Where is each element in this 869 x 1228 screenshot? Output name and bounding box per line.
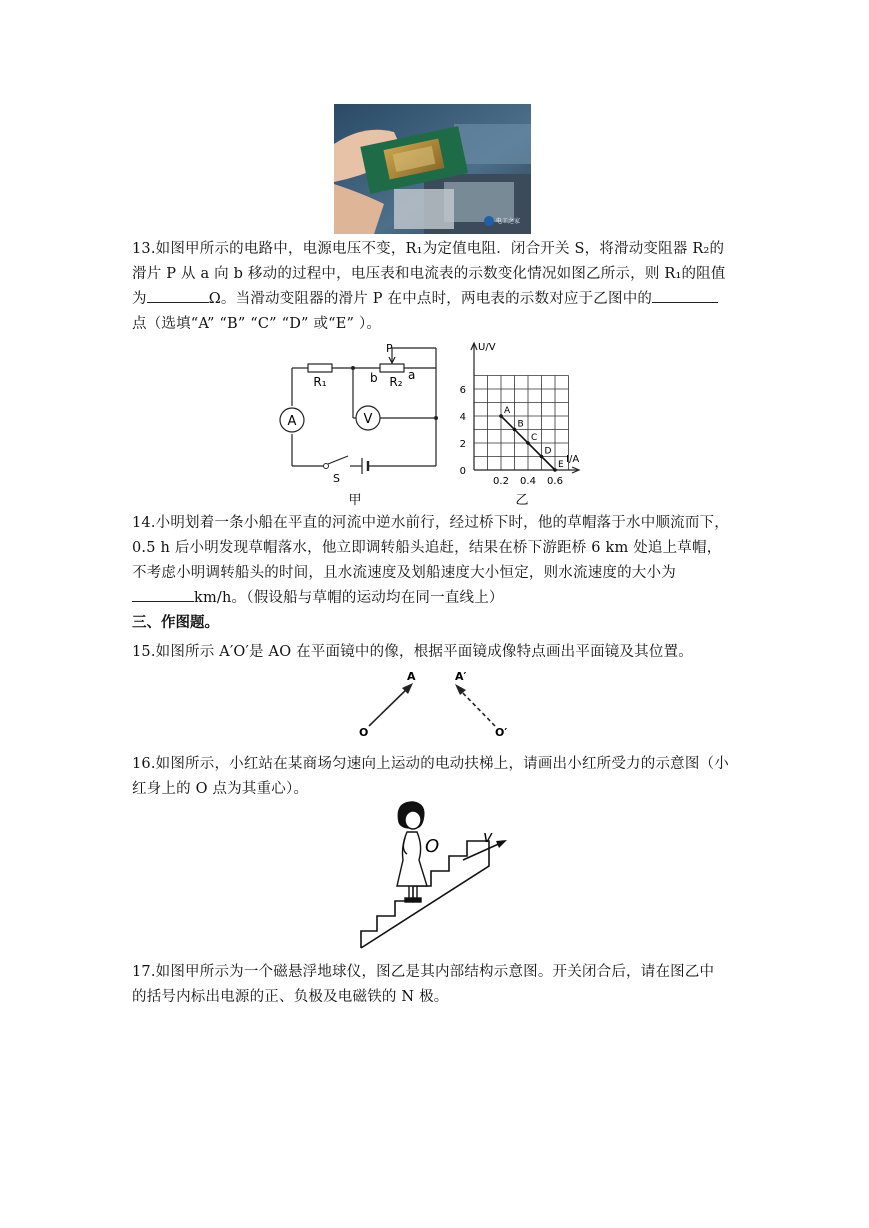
data-point-d — [540, 455, 544, 459]
question-14 — [132, 511, 742, 611]
point-label-a: A — [504, 406, 511, 416]
label-v: v — [483, 827, 493, 846]
q14-line-4-post: km/h。（假设船与草帽的运动均在同一直线上） — [194, 590, 504, 606]
data-point-a — [499, 414, 503, 418]
y-axis-label: U/V — [478, 342, 496, 353]
q16-line-1: 16.如图所示，小红站在某商场匀速向上运动的电动扶梯上，请画出小红所受力的示意图（小 — [132, 756, 729, 772]
r2-label: R₂ — [389, 375, 403, 389]
q13-line-3-mid: Ω。当滑动变阻器的滑片 P 在中点时，两电表的示数对应于乙图中的 — [208, 291, 653, 307]
q13-line-1: 13.如图甲所示的电路中，电源电压不变，R₁为定值电阻．闭合开关 S，将滑动变阻器 R₂的 — [132, 241, 725, 257]
point-label-b: B — [517, 419, 524, 430]
mirror-diagram — [355, 668, 525, 740]
escalator-diagram — [355, 798, 525, 953]
object-arrow-ao — [369, 686, 410, 726]
velocity-arrowhead — [496, 840, 507, 848]
q14-line-4 — [132, 586, 742, 611]
label-a-prime: A′ — [455, 670, 467, 683]
point-label-c: C — [531, 433, 538, 443]
circuit-diagram — [270, 338, 450, 510]
section-3-heading: 三、作图题。 — [132, 615, 219, 631]
slider-p-label: P — [386, 342, 393, 355]
graph-caption: 乙 — [515, 493, 529, 508]
q15-text: 15.如图所示 A′O′是 AO 在平面镜中的像，根据平面镜成像特点画出平面镜及其位置。 — [132, 644, 693, 660]
switch-contact — [324, 464, 329, 469]
label-a: A — [407, 670, 416, 683]
ammeter-label: A — [287, 414, 297, 429]
label-o: O — [359, 726, 369, 739]
q13-answer-blank-2[interactable] — [652, 288, 718, 303]
q16-line-2: 红身上的 O 点为其重心）。 — [132, 781, 309, 797]
point-label-e: E — [558, 460, 564, 470]
data-point-e — [553, 468, 557, 472]
q13-line-3 — [132, 287, 742, 312]
data-point-b — [513, 428, 517, 432]
circuit-junction-1 — [351, 366, 355, 370]
image-arrow-a-prime-o-prime — [458, 688, 495, 726]
q14-line-1: 14.小明划着一条小船在平直的河流中逆水前行，经过桥下时，他的草帽落于水中顺流而下， — [132, 515, 729, 531]
r1-label: R₁ — [313, 375, 327, 389]
q14-answer-blank[interactable] — [132, 587, 194, 602]
watermark-logo-icon — [484, 216, 494, 226]
voltmeter-label: V — [363, 412, 373, 427]
x-tick-label: 0.2 — [493, 476, 509, 487]
x-axis-label: I/A — [566, 454, 580, 465]
q13-line-3-pre: 为 — [132, 291, 147, 307]
y-tick-label: 4 — [459, 412, 466, 423]
switch-label: S — [333, 472, 340, 485]
data-point-c — [526, 441, 530, 445]
circuit-junction-2 — [434, 416, 438, 420]
x-tick-label: 0.6 — [547, 476, 563, 487]
terminal-b-label: b — [370, 371, 378, 385]
y-tick-label: 0 — [459, 466, 466, 477]
label-o-center: O — [425, 836, 440, 857]
y-tick-label: 2 — [459, 439, 466, 450]
question-13 — [132, 237, 742, 337]
q17-line-2: 的括号内标出电源的正、负极及电磁铁的 N 极。 — [132, 989, 449, 1005]
girl-figure — [397, 802, 427, 902]
terminal-a-label: a — [408, 368, 416, 382]
image-arrowhead — [455, 684, 466, 695]
label-o-prime: O′ — [495, 726, 508, 739]
y-tick-label: 6 — [459, 385, 466, 396]
q14-line-3: 不考虑小明调转船头的时间，且水流速度及划船速度大小恒定，则水流速度的大小为 — [132, 565, 676, 581]
circuit-caption: 甲 — [348, 493, 362, 508]
point-label-d: D — [544, 446, 552, 457]
q13-line-2: 滑片 P 从 a 向 b 移动的过程中，电压表和电流表的示数变化情况如图乙所示，则 R₁的阻值 — [132, 266, 726, 282]
watermark-text: 电工之家 — [496, 218, 521, 225]
q13-line-4: 点（选填“A” “B” “C” “D” 或“E” ）。 — [132, 316, 382, 332]
q13-answer-blank-1[interactable] — [147, 288, 209, 303]
cpu-photo — [334, 104, 531, 234]
ui-graph — [452, 338, 592, 510]
q17-line-1: 17.如图甲所示为一个磁悬浮地球仪，图乙是其内部结构示意图。开关闭合后，请在图乙中 — [132, 964, 715, 980]
question-15 — [132, 640, 742, 665]
question-17 — [132, 960, 742, 1010]
question-16 — [132, 752, 742, 802]
x-tick-label: 0.4 — [520, 476, 536, 487]
q14-line-2: 0.5 h 后小明发现草帽落水，他立即调转船头追赶，结果在桥下游距桥 6 km 处追上草帽， — [132, 540, 722, 556]
cpu-photo-drawing — [334, 104, 531, 234]
